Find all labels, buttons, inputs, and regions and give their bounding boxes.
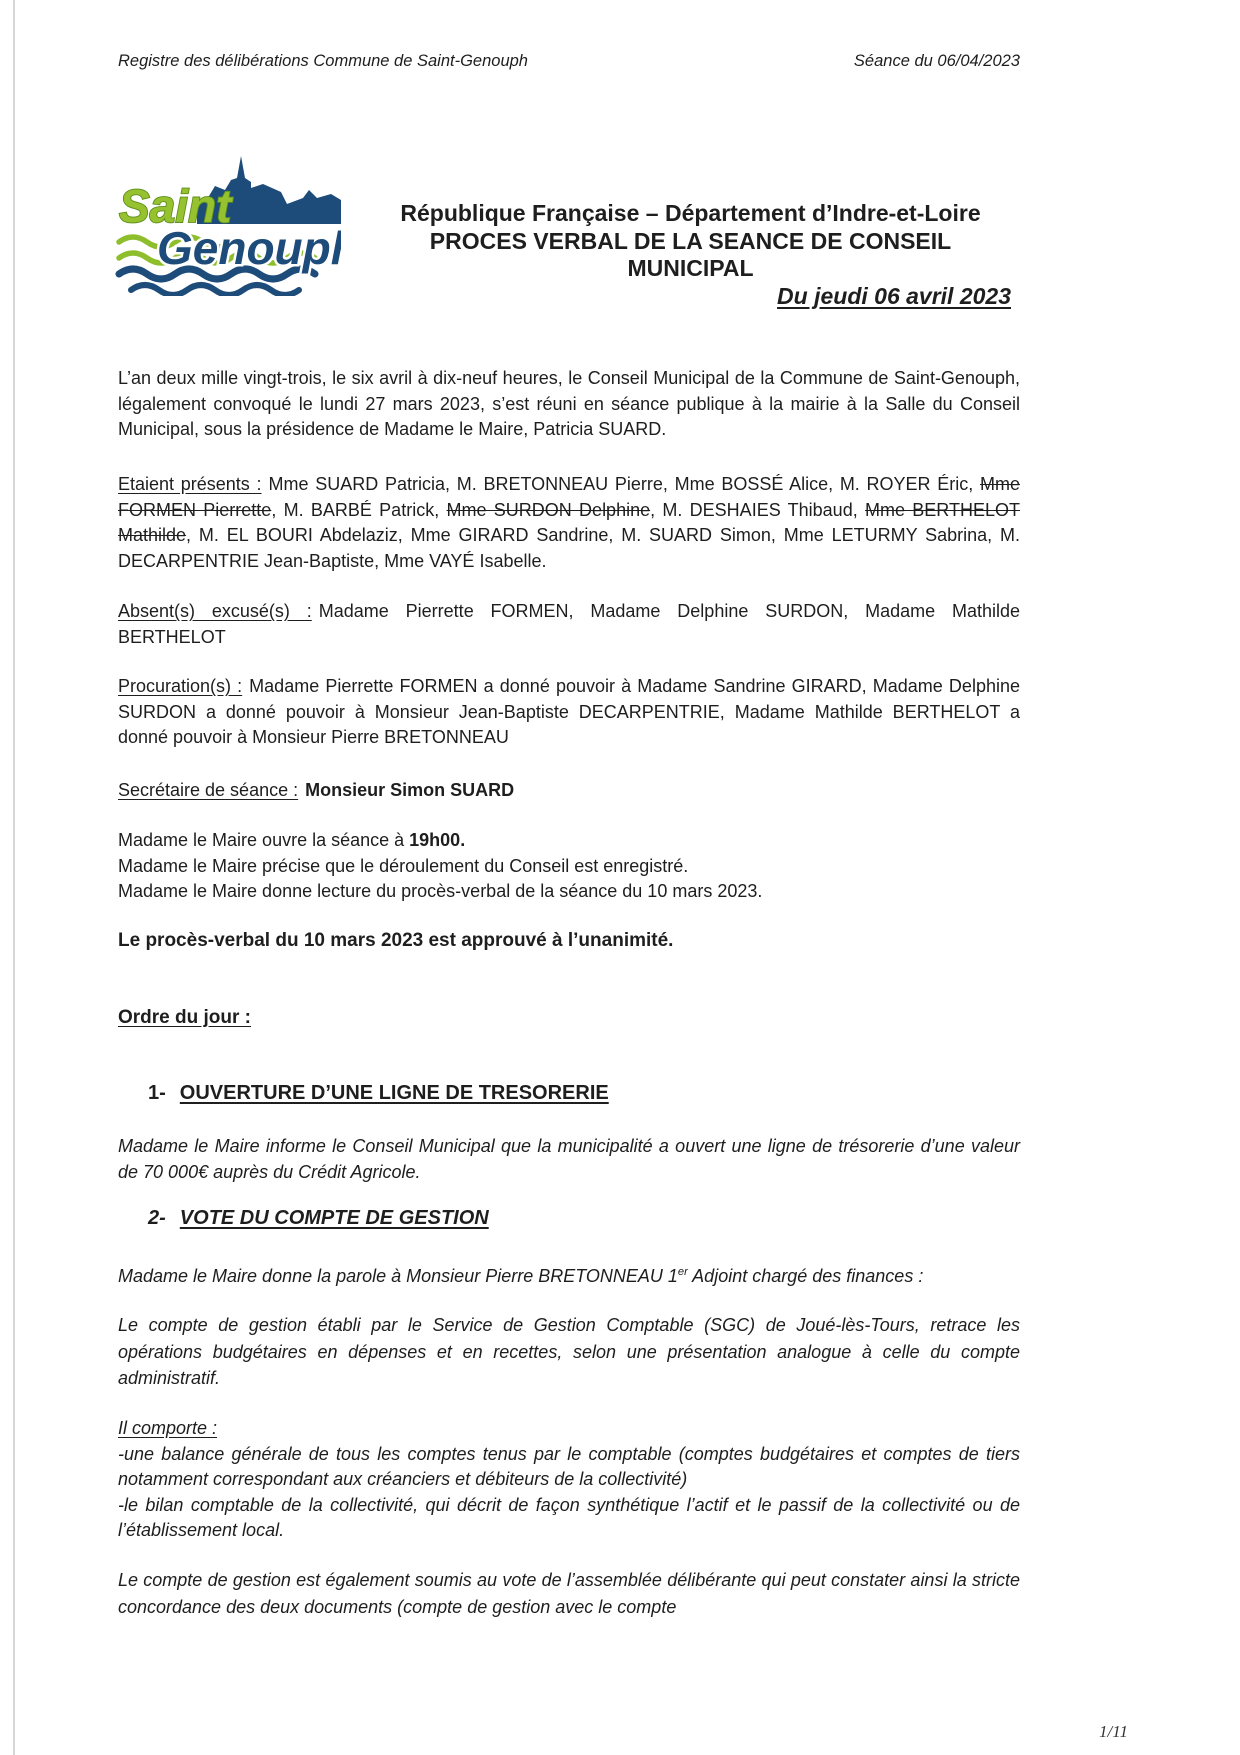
procurations-text: Madame Pierrette FORMEN a donné pouvoir à Madame Sandrine GIRARD, Madame Delphine SURDON a donné pouvoir à Monsieur Jean-Baptiste DECARPENTRIE, Madame Mathilde BERTHELOT a donné pouvoir à Monsieur Pierre BRETONNEAU	[118, 676, 1020, 747]
seance-line-2: Madame le Maire précise que le déroulement du Conseil est enregistré.	[118, 855, 689, 876]
seance-opening-block	[118, 828, 1020, 905]
comporte-label-line	[118, 1416, 1020, 1442]
title-date: Du jeudi 06 avril 2023	[777, 282, 1011, 309]
title-line-1: République Française – Département d’Indre-et-Loire	[400, 200, 981, 226]
intro-paragraph: L’an deux mille vingt-trois, le six avril à dix-neuf heures, le Conseil Municipal de la Commune de Saint-Genouph, légalement convoqué le lundi 27 mars 2023, s’est réuni en séance publique à la mairie à la Salle du Conseil Municipal, sous la présidence de Madame le Maire, Patricia SUARD.	[118, 368, 1020, 439]
document-title	[370, 200, 1011, 310]
procurations-label: Procuration(s) :	[118, 676, 243, 696]
scan-edge-artifact	[13, 0, 15, 1755]
approbation-line: Le procès-verbal du 10 mars 2023 est approuvé à l’unanimité.	[118, 930, 674, 951]
item-2-p2: Le compte de gestion établi par le Service de Gestion Comptable (SGC) de Joué-lès-Tours, retrace les opérations budgétaires en dépenses et en recettes, selon une présentation analogue à celle du compte administratif.	[118, 1315, 1020, 1388]
item-1-heading	[118, 1082, 1050, 1105]
comporte-bullet-1: -une balance générale de tous les comptes tenus par le comptable (comptes budgétaires et comptes de tiers notamment correspondant aux créanciers et débiteurs de la collectivité)	[118, 1443, 1020, 1489]
ordre-du-jour-label: Ordre du jour :	[118, 1007, 251, 1028]
presents-names: Mme SUARD Patricia, M. BRETONNEAU Pierre, Mme BOSSÉ Alice, M. ROYER Éric, Mme FORMEN Pierrette, M. BARBÉ Patrick, Mme SURDON Delphine, M. DESHAIES Thibaud, Mme BERTHELOT Mathilde, M. EL BOURI Abdelaziz, Mme GIRARD Sandrine, M. SUARD Simon, Mme LETURMY Sabrina, M. DECARPENTRIE Jean-Baptiste, Mme VAYÉ Isabelle.	[118, 474, 1020, 571]
title-line-2: PROCES VERBAL DE LA SEANCE DE CONSEIL MUNICIPAL	[429, 227, 952, 281]
seance-line-1: Madame le Maire ouvre la séance à 19h00.	[118, 830, 466, 850]
item-2-comporte-block	[118, 1416, 1020, 1544]
document-header	[118, 52, 1020, 71]
logo-text-genouph: Genouph	[157, 222, 341, 274]
seance-line-3: Madame le Maire donne lecture du procès-verbal de la séance du 10 mars 2023.	[118, 881, 763, 901]
header-right-text: Séance du 06/04/2023	[853, 52, 1020, 70]
item-1-number: 1-	[148, 1082, 166, 1104]
presents-paragraph	[118, 472, 1020, 574]
item-1-title: OUVERTURE D’UNE LIGNE DE TRESORERIE	[179, 1082, 609, 1104]
secretaire-line	[118, 778, 1020, 804]
header-left-text: Registre des délibérations Commune de Saint-Genouph	[118, 52, 528, 70]
absents-label: Absent(s) excusé(s) :	[118, 601, 312, 621]
commune-logo-graphic	[113, 146, 341, 296]
absents-names: Madame Pierrette FORMEN, Madame Delphine SURDON, Madame Mathilde BERTHELOT	[118, 601, 1020, 647]
absents-paragraph	[118, 599, 1020, 650]
logo-text-saint: Saint	[119, 180, 232, 232]
ordre-du-jour-heading	[118, 1005, 1020, 1031]
comporte-bullet-2: -le bilan comptable de la collectivité, qui décrit de façon synthétique l’actif et le passif de la collectivité ou de l’établissement local.	[118, 1494, 1020, 1540]
comporte-label: Il comporte :	[118, 1418, 218, 1438]
item-1-paragraph: Madame le Maire informe le Conseil Municipal que la municipalité a ouvert une ligne de trésorerie d’une valeur de 70 000€ auprès du Crédit Agricole.	[118, 1136, 1020, 1182]
item-2-p1: Madame le Maire donne la parole à Monsieur Pierre BRETONNEAU 1er Adjoint chargé des finances :	[118, 1266, 924, 1286]
page-number: 1/11	[1099, 1722, 1128, 1741]
item-2-title: VOTE DU COMPTE DE GESTION	[179, 1207, 489, 1229]
title-line-3	[370, 283, 1011, 311]
secretaire-label: Secrétaire de séance :	[118, 780, 299, 800]
item-2-heading	[118, 1207, 1050, 1230]
item-2-number: 2-	[148, 1207, 166, 1229]
item-2-p3: Le compte de gestion est également soumis au vote de l’assemblée délibérante qui peut constater ainsi la stricte concordance des deux documents (compte de gestion avec le compte	[118, 1570, 1020, 1617]
procurations-paragraph	[118, 674, 1020, 751]
commune-logo	[113, 146, 341, 296]
secretaire-name: Monsieur Simon SUARD	[305, 780, 515, 800]
presents-label: Etaient présents :	[118, 474, 262, 494]
